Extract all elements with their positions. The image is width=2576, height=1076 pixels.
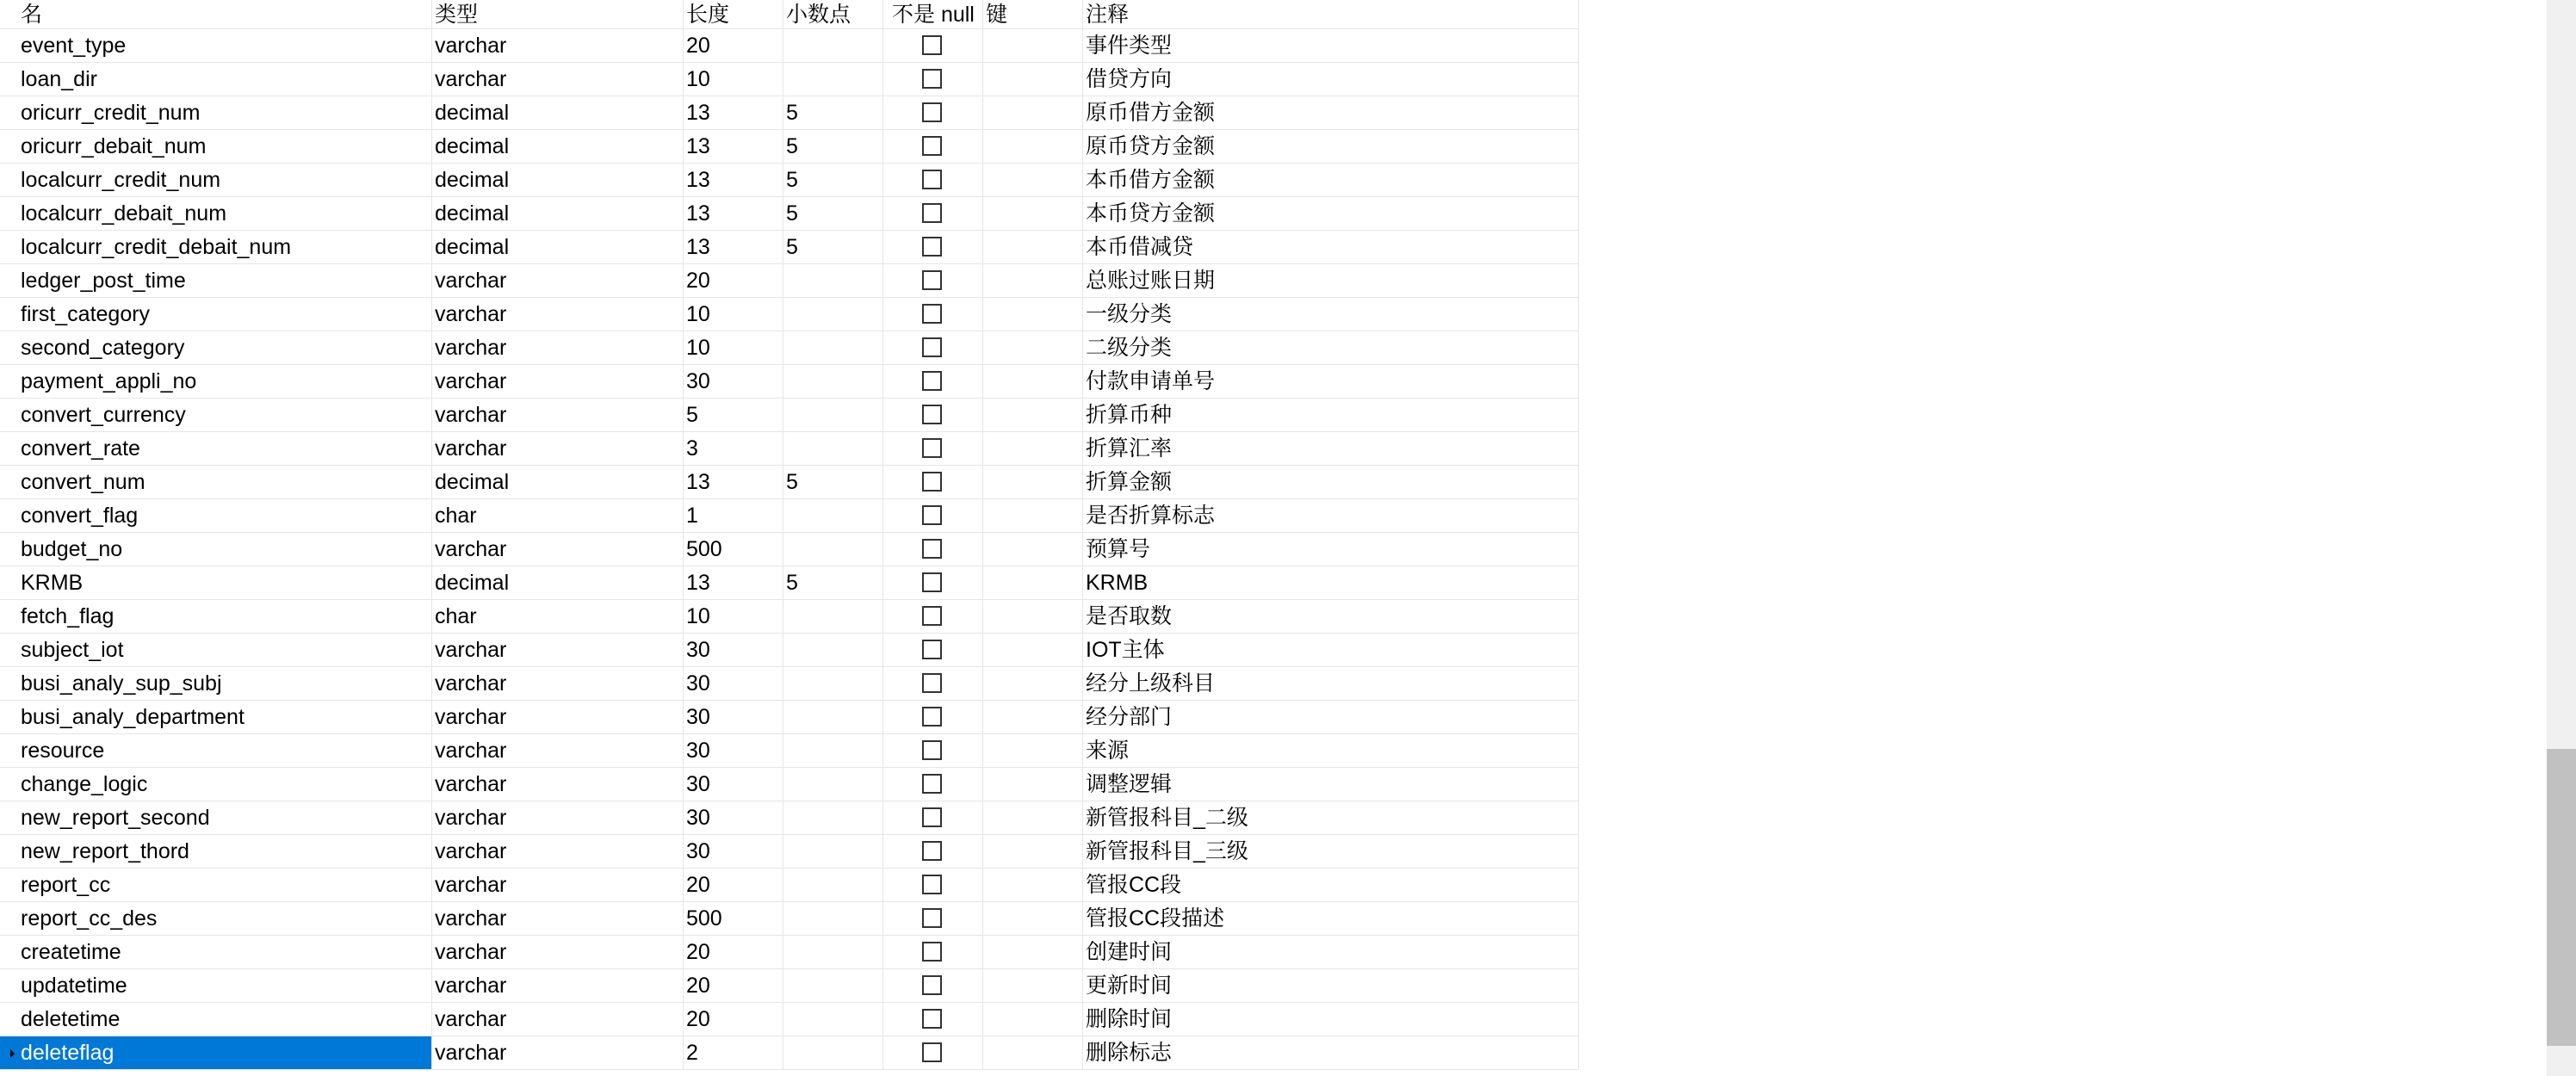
field-comment-cell[interactable]: 更新时间 [1083,969,1579,1003]
field-length-cell[interactable]: 30 [684,734,783,768]
field-not-null-cell[interactable] [883,801,983,835]
field-comment-cell[interactable]: 管报CC段 [1083,869,1579,902]
field-length-cell[interactable]: 10 [684,331,783,365]
field-name-cell[interactable]: second_category [0,331,432,365]
field-key-cell[interactable] [983,197,1083,231]
field-length-cell[interactable]: 10 [684,600,783,634]
table-row[interactable] [0,869,1579,902]
field-key-cell[interactable] [983,701,1083,734]
field-key-cell[interactable] [983,399,1083,432]
field-type-cell[interactable]: varchar [432,701,684,734]
field-length-cell[interactable]: 30 [684,835,783,869]
field-decimals-cell[interactable] [783,600,883,634]
field-key-cell[interactable] [983,432,1083,466]
table-row[interactable] [0,801,1579,835]
field-not-null-cell[interactable] [883,768,983,801]
field-decimals-cell[interactable] [783,1036,883,1070]
field-key-cell[interactable] [983,566,1083,600]
not-null-checkbox[interactable] [922,337,942,357]
field-length-cell[interactable]: 30 [684,768,783,801]
not-null-checkbox[interactable] [922,740,942,760]
field-name-cell[interactable]: payment_appli_no [0,365,432,399]
not-null-checkbox[interactable] [922,371,942,391]
table-row[interactable] [0,164,1579,197]
not-null-checkbox[interactable] [922,539,942,559]
table-row[interactable] [0,466,1579,499]
field-decimals-cell[interactable] [783,835,883,869]
table-row[interactable] [0,331,1579,365]
field-comment-cell[interactable]: 原币贷方金额 [1083,130,1579,164]
not-null-checkbox[interactable] [922,438,942,458]
current-row-indicator-icon [10,1049,15,1058]
field-decimals-cell[interactable] [783,869,883,902]
table-row[interactable] [0,499,1579,533]
field-length-cell[interactable]: 30 [684,801,783,835]
field-not-null-cell[interactable] [883,533,983,566]
not-null-checkbox[interactable] [922,505,942,525]
field-length-cell[interactable]: 30 [684,667,783,701]
field-not-null-cell[interactable] [883,29,983,63]
not-null-checkbox[interactable] [922,203,942,223]
not-null-checkbox[interactable] [922,774,942,794]
field-comment-cell[interactable]: 管报CC段描述 [1083,902,1579,936]
field-decimals-cell[interactable] [783,533,883,566]
field-comment-cell[interactable]: 本币借方金额 [1083,164,1579,197]
field-name-cell[interactable]: new_report_second [0,801,432,835]
field-comment-cell[interactable]: 经分上级科目 [1083,667,1579,701]
field-not-null-cell[interactable] [883,701,983,734]
field-not-null-cell[interactable] [883,734,983,768]
field-name-cell[interactable]: deleteflag [0,1036,432,1070]
field-comment-cell[interactable]: 删除标志 [1083,1036,1579,1070]
field-not-null-cell[interactable] [883,365,983,399]
field-decimals-cell[interactable] [783,365,883,399]
field-length-cell[interactable]: 20 [684,29,783,63]
field-type-cell[interactable]: varchar [432,331,684,365]
field-not-null-cell[interactable] [883,298,983,331]
table-row[interactable] [0,96,1579,130]
field-comment-cell[interactable]: 原币借方金额 [1083,96,1579,130]
field-not-null-cell[interactable] [883,432,983,466]
field-key-cell[interactable] [983,264,1083,298]
table-row[interactable] [0,768,1579,801]
field-key-cell[interactable] [983,331,1083,365]
field-key-cell[interactable] [983,835,1083,869]
field-decimals-cell[interactable] [783,264,883,298]
field-not-null-cell[interactable] [883,264,983,298]
field-decimals-cell[interactable] [783,902,883,936]
field-name-cell[interactable]: subject_iot [0,634,432,667]
field-decimals-cell[interactable] [783,298,883,331]
table-row[interactable] [0,432,1579,466]
field-name-cell[interactable]: new_report_thord [0,835,432,869]
field-comment-cell[interactable]: 预算号 [1083,533,1579,566]
field-type-cell[interactable]: decimal [432,130,684,164]
field-decimals-cell[interactable]: 5 [783,231,883,264]
not-null-checkbox[interactable] [922,69,942,89]
field-type-cell[interactable]: varchar [432,432,684,466]
not-null-checkbox[interactable] [922,35,942,55]
field-type-cell[interactable]: decimal [432,197,684,231]
field-key-cell[interactable] [983,1036,1083,1070]
field-key-cell[interactable] [983,533,1083,566]
header-comment[interactable]: 注释 [1083,0,1579,29]
field-name-cell[interactable]: localcurr_credit_num [0,164,432,197]
field-decimals-cell[interactable] [783,331,883,365]
field-type-cell[interactable]: varchar [432,1036,684,1070]
field-decimals-cell[interactable] [783,734,883,768]
field-key-cell[interactable] [983,969,1083,1003]
field-comment-cell[interactable]: 经分部门 [1083,701,1579,734]
field-type-cell[interactable]: varchar [432,869,684,902]
field-type-cell[interactable]: varchar [432,365,684,399]
table-row[interactable] [0,63,1579,96]
field-not-null-cell[interactable] [883,1036,983,1070]
field-name-cell[interactable]: report_cc_des [0,902,432,936]
field-comment-cell[interactable]: 一级分类 [1083,298,1579,331]
field-not-null-cell[interactable] [883,331,983,365]
field-length-cell[interactable]: 5 [684,399,783,432]
header-key[interactable]: 键 [983,0,1083,29]
field-type-cell[interactable]: varchar [432,835,684,869]
not-null-checkbox[interactable] [922,136,942,156]
field-type-cell[interactable]: varchar [432,969,684,1003]
field-not-null-cell[interactable] [883,1003,983,1036]
field-key-cell[interactable] [983,96,1083,130]
field-key-cell[interactable] [983,130,1083,164]
field-not-null-cell[interactable] [883,96,983,130]
field-comment-cell[interactable]: KRMB [1083,566,1579,600]
field-not-null-cell[interactable] [883,499,983,533]
field-not-null-cell[interactable] [883,969,983,1003]
field-name-cell[interactable]: loan_dir [0,63,432,96]
not-null-checkbox[interactable] [922,1042,942,1062]
field-not-null-cell[interactable] [883,835,983,869]
not-null-checkbox[interactable] [922,170,942,189]
not-null-checkbox[interactable] [922,270,942,290]
field-comment-cell[interactable]: 付款申请单号 [1083,365,1579,399]
field-length-cell[interactable]: 13 [684,96,783,130]
field-key-cell[interactable] [983,801,1083,835]
field-type-cell[interactable]: varchar [432,533,684,566]
field-length-cell[interactable]: 3 [684,432,783,466]
field-comment-cell[interactable]: 来源 [1083,734,1579,768]
table-row[interactable] [0,667,1579,701]
not-null-checkbox[interactable] [922,807,942,827]
field-length-cell[interactable]: 20 [684,969,783,1003]
field-key-cell[interactable] [983,298,1083,331]
field-key-cell[interactable] [983,734,1083,768]
table-row[interactable] [0,701,1579,734]
field-name-cell[interactable]: resource [0,734,432,768]
field-decimals-cell[interactable]: 5 [783,130,883,164]
field-comment-cell[interactable]: 本币借减贷 [1083,231,1579,264]
field-type-cell[interactable]: varchar [432,936,684,969]
field-type-cell[interactable]: decimal [432,164,684,197]
field-name-cell[interactable]: localcurr_credit_debait_num [0,231,432,264]
field-name-cell[interactable]: event_type [0,29,432,63]
field-type-cell[interactable]: varchar [432,902,684,936]
field-key-cell[interactable] [983,936,1083,969]
field-length-cell[interactable]: 20 [684,1003,783,1036]
field-type-cell[interactable]: decimal [432,231,684,264]
table-row[interactable] [0,298,1579,331]
field-not-null-cell[interactable] [883,566,983,600]
not-null-checkbox[interactable] [922,237,942,257]
not-null-checkbox[interactable] [922,1009,942,1029]
not-null-checkbox[interactable] [922,640,942,659]
field-key-cell[interactable] [983,365,1083,399]
field-not-null-cell[interactable] [883,634,983,667]
table-row[interactable] [0,835,1579,869]
field-name-cell[interactable]: oricurr_debait_num [0,130,432,164]
table-row[interactable] [0,969,1579,1003]
table-row[interactable] [0,566,1579,600]
field-length-cell[interactable]: 13 [684,231,783,264]
field-length-cell[interactable]: 500 [684,533,783,566]
field-type-cell[interactable]: decimal [432,96,684,130]
field-length-cell[interactable]: 500 [684,902,783,936]
field-comment-cell[interactable]: 事件类型 [1083,29,1579,63]
table-row[interactable] [0,533,1579,566]
table-row[interactable] [0,600,1579,634]
header-not-null[interactable]: 不是 null [883,0,983,29]
field-key-cell[interactable] [983,499,1083,533]
not-null-checkbox[interactable] [922,102,942,122]
field-name-cell[interactable]: createtime [0,936,432,969]
not-null-checkbox[interactable] [922,942,942,962]
table-row[interactable] [0,365,1579,399]
field-name-cell[interactable]: localcurr_debait_num [0,197,432,231]
not-null-checkbox[interactable] [922,472,942,492]
field-length-cell[interactable]: 20 [684,264,783,298]
field-length-cell[interactable]: 30 [684,365,783,399]
field-key-cell[interactable] [983,902,1083,936]
field-name-cell[interactable]: convert_rate [0,432,432,466]
field-not-null-cell[interactable] [883,600,983,634]
field-type-cell[interactable]: varchar [432,768,684,801]
field-decimals-cell[interactable] [783,768,883,801]
field-comment-cell[interactable]: 新管报科目_三级 [1083,835,1579,869]
field-type-cell[interactable]: varchar [432,1003,684,1036]
vertical-scrollbar[interactable] [2547,0,2576,1076]
field-comment-cell[interactable]: 借贷方向 [1083,63,1579,96]
field-length-cell[interactable]: 13 [684,466,783,499]
field-comment-cell[interactable]: 折算汇率 [1083,432,1579,466]
field-name-cell[interactable]: busi_analy_sup_subj [0,667,432,701]
header-length[interactable]: 长度 [684,0,783,29]
field-length-cell[interactable]: 20 [684,936,783,969]
not-null-checkbox[interactable] [922,841,942,861]
field-length-cell[interactable]: 2 [684,1036,783,1070]
field-key-cell[interactable] [983,600,1083,634]
field-decimals-cell[interactable]: 5 [783,566,883,600]
field-name-cell[interactable]: first_category [0,298,432,331]
header-name[interactable]: 名 [0,0,432,29]
field-decimals-cell[interactable] [783,1003,883,1036]
field-comment-cell[interactable]: 本币贷方金额 [1083,197,1579,231]
field-name-cell[interactable]: fetch_flag [0,600,432,634]
field-decimals-cell[interactable]: 5 [783,164,883,197]
field-length-cell[interactable]: 1 [684,499,783,533]
field-type-cell[interactable]: varchar [432,29,684,63]
not-null-checkbox[interactable] [922,572,942,592]
field-name-cell[interactable]: ledger_post_time [0,264,432,298]
field-type-cell[interactable]: decimal [432,566,684,600]
field-comment-cell[interactable]: 是否取数 [1083,600,1579,634]
column-header-row [0,0,1579,29]
table-row[interactable] [0,936,1579,969]
field-name-cell[interactable]: change_logic [0,768,432,801]
field-key-cell[interactable] [983,29,1083,63]
field-comment-cell[interactable]: 二级分类 [1083,331,1579,365]
field-length-cell[interactable]: 10 [684,63,783,96]
field-decimals-cell[interactable] [783,499,883,533]
field-comment-cell[interactable]: IOT主体 [1083,634,1579,667]
field-not-null-cell[interactable] [883,130,983,164]
field-length-cell[interactable]: 30 [684,634,783,667]
field-comment-cell[interactable]: 折算金额 [1083,466,1579,499]
table-row[interactable] [0,264,1579,298]
field-comment-cell[interactable]: 总账过账日期 [1083,264,1579,298]
field-name-cell[interactable]: busi_analy_department [0,701,432,734]
field-name-cell[interactable]: updatetime [0,969,432,1003]
field-length-cell[interactable]: 13 [684,130,783,164]
field-name-cell[interactable]: convert_currency [0,399,432,432]
table-row[interactable] [0,130,1579,164]
field-key-cell[interactable] [983,466,1083,499]
field-not-null-cell[interactable] [883,466,983,499]
field-decimals-cell[interactable] [783,969,883,1003]
field-key-cell[interactable] [983,164,1083,197]
field-length-cell[interactable]: 13 [684,164,783,197]
not-null-checkbox[interactable] [922,875,942,894]
field-not-null-cell[interactable] [883,231,983,264]
not-null-checkbox[interactable] [922,606,942,626]
scrollbar-thumb[interactable] [2547,749,2576,1046]
header-type[interactable]: 类型 [432,0,684,29]
field-decimals-cell[interactable] [783,936,883,969]
table-row[interactable] [0,1036,1579,1070]
field-decimals-cell[interactable] [783,63,883,96]
field-decimals-cell[interactable] [783,801,883,835]
field-decimals-cell[interactable]: 5 [783,197,883,231]
field-comment-cell[interactable]: 折算币种 [1083,399,1579,432]
field-not-null-cell[interactable] [883,399,983,432]
header-decimals[interactable]: 小数点 [783,0,883,29]
field-type-cell[interactable]: char [432,499,684,533]
field-comment-cell[interactable]: 调整逻辑 [1083,768,1579,801]
not-null-checkbox[interactable] [922,405,942,424]
field-comment-cell[interactable]: 创建时间 [1083,936,1579,969]
field-length-cell[interactable]: 13 [684,566,783,600]
field-length-cell[interactable]: 10 [684,298,783,331]
field-key-cell[interactable] [983,63,1083,96]
field-not-null-cell[interactable] [883,902,983,936]
field-key-cell[interactable] [983,231,1083,264]
not-null-checkbox[interactable] [922,707,942,727]
field-name-cell[interactable]: convert_flag [0,499,432,533]
field-name-cell[interactable]: budget_no [0,533,432,566]
table-row[interactable] [0,902,1579,936]
table-row[interactable] [0,399,1579,432]
field-length-cell[interactable]: 20 [684,869,783,902]
field-decimals-cell[interactable]: 5 [783,96,883,130]
field-decimals-cell[interactable] [783,667,883,701]
field-decimals-cell[interactable] [783,634,883,667]
field-name-cell[interactable]: convert_num [0,466,432,499]
field-name-cell[interactable]: KRMB [0,566,432,600]
field-comment-cell[interactable]: 是否折算标志 [1083,499,1579,533]
field-length-cell[interactable]: 30 [684,701,783,734]
table-row[interactable] [0,231,1579,264]
not-null-checkbox[interactable] [922,908,942,928]
field-not-null-cell[interactable] [883,936,983,969]
field-decimals-cell[interactable] [783,432,883,466]
table-row[interactable] [0,197,1579,231]
field-type-cell[interactable]: varchar [432,264,684,298]
not-null-checkbox[interactable] [922,673,942,693]
field-decimals-cell[interactable] [783,29,883,63]
field-name-cell[interactable]: report_cc [0,869,432,902]
field-key-cell[interactable] [983,634,1083,667]
field-not-null-cell[interactable] [883,63,983,96]
field-decimals-cell[interactable] [783,399,883,432]
not-null-checkbox[interactable] [922,975,942,995]
table-row[interactable] [0,734,1579,768]
field-type-cell[interactable]: varchar [432,399,684,432]
field-key-cell[interactable] [983,667,1083,701]
field-not-null-cell[interactable] [883,667,983,701]
table-row[interactable] [0,1003,1579,1036]
field-key-cell[interactable] [983,768,1083,801]
field-type-cell[interactable]: char [432,600,684,634]
field-type-cell[interactable]: varchar [432,298,684,331]
field-type-cell[interactable]: varchar [432,634,684,667]
field-key-cell[interactable] [983,869,1083,902]
table-row[interactable] [0,634,1579,667]
field-type-cell[interactable]: varchar [432,801,684,835]
field-name-cell[interactable]: oricurr_credit_num [0,96,432,130]
field-type-cell[interactable]: decimal [432,466,684,499]
field-key-cell[interactable] [983,1003,1083,1036]
field-decimals-cell[interactable] [783,701,883,734]
field-comment-cell[interactable]: 新管报科目_二级 [1083,801,1579,835]
field-not-null-cell[interactable] [883,869,983,902]
field-decimals-cell[interactable]: 5 [783,466,883,499]
not-null-checkbox[interactable] [922,304,942,324]
field-type-cell[interactable]: varchar [432,63,684,96]
field-comment-cell[interactable]: 删除时间 [1083,1003,1579,1036]
table-row[interactable] [0,29,1579,63]
field-type-cell[interactable]: varchar [432,734,684,768]
field-name-cell[interactable]: deletetime [0,1003,432,1036]
field-type-cell[interactable]: varchar [432,667,684,701]
field-length-cell[interactable]: 13 [684,197,783,231]
field-not-null-cell[interactable] [883,164,983,197]
field-not-null-cell[interactable] [883,197,983,231]
